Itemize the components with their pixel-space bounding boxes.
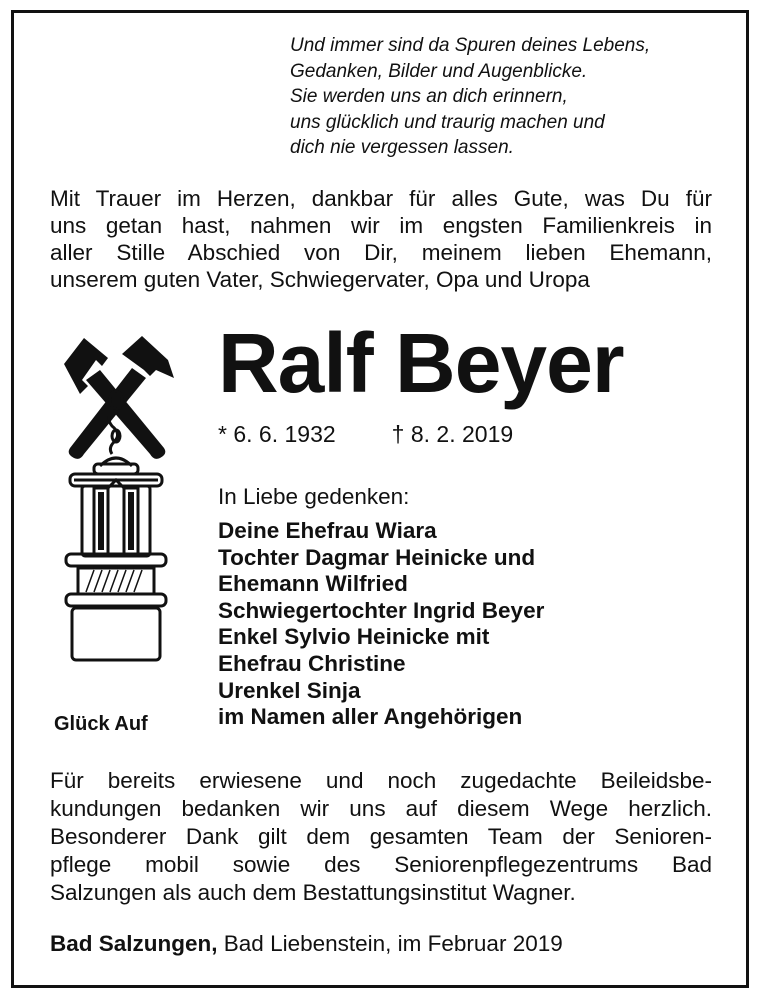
mourner-line: Deine Ehefrau Wiara [218, 518, 437, 543]
mourner-line: im Namen aller Angehörigen [218, 704, 523, 730]
intro-line: aller Stille Abschied von Dir, meinem lieben Ehemann, [50, 240, 712, 265]
intro-paragraph [50, 185, 712, 293]
deceased-name: Ralf Beyer [218, 316, 624, 410]
place-and-date [50, 930, 563, 958]
thanks-paragraph [50, 767, 712, 907]
intro-line: unserem guten Vater, Schwiegervater, Opa und Uropa [50, 267, 590, 292]
mourner-line: Ehefrau Christine [218, 650, 406, 676]
poem-line: Gedanken, Bilder und Augenblicke. [290, 60, 588, 82]
thanks-line: Salzungen als auch dem Bestattungsinstitut Wagner. [50, 880, 576, 905]
place-rest: Bad Liebenstein, im Februar 2019 [217, 931, 563, 956]
mourner-line: Tochter Dagmar Heinicke und [218, 544, 536, 570]
poem-line: uns glücklich und traurig machen und [290, 111, 605, 133]
glueck-auf-caption: Glück Auf [54, 713, 148, 735]
intro-line: Mit Trauer im Herzen, dankbar für alles Gute, was Du für [50, 186, 712, 211]
thanks-line: Für bereits erwiesene und noch zugedachte Beileidsbe- [50, 768, 712, 793]
thanks-line: Besonderer Dank gilt dem gesamten Team der Senioren- [50, 824, 712, 849]
place-bold: Bad Salzungen, [50, 931, 218, 956]
poem [290, 33, 730, 161]
thanks-line: pflege mobil sowie des Seniorenpflegezentrums Bad [50, 852, 712, 877]
mourner-line: Enkel Sylvio Heinicke mit [218, 624, 490, 650]
intro-line: uns getan hast, nahmen wir im engsten Familienkreis in [50, 213, 712, 238]
mourner-line: Urenkel Sinja [218, 677, 361, 703]
mourner-line: Schwiegertochter Ingrid Beyer [218, 597, 545, 623]
poem-line: dich nie vergessen lassen. [290, 137, 514, 158]
thanks-line: kundungen bedanken wir uns auf diesem Wege herzlich. [50, 796, 712, 821]
life-dates [218, 420, 513, 448]
mourner-line: Ehemann Wilfried [218, 571, 408, 597]
mourners-list [218, 518, 544, 731]
death-date: † 8. 2. 2019 [391, 421, 514, 447]
birth-date: * 6. 6. 1932 [218, 421, 336, 447]
hammer-and-pick-with-miners-lamp-icon [56, 330, 176, 675]
poem-line: Und immer sind da Spuren deines Lebens, [290, 35, 651, 56]
poem-line: Sie werden uns an dich erinnern, [290, 86, 568, 107]
remember-label: In Liebe gedenken: [218, 484, 410, 509]
